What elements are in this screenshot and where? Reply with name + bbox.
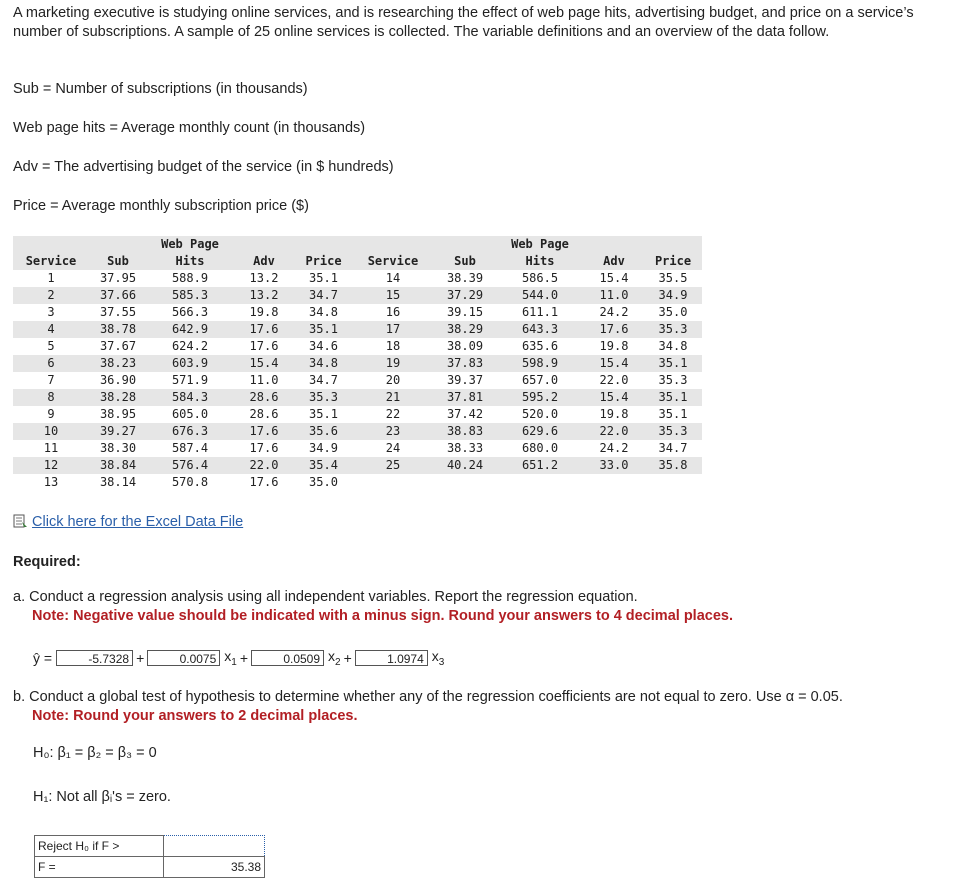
table-cell: 17.6 — [249, 475, 279, 489]
table-header: Hits — [496, 253, 584, 270]
definition-price: Price = Average monthly subscription price ($) — [13, 198, 309, 214]
table-cell: 35.0 — [309, 475, 338, 489]
table-cell: 17.6 — [233, 321, 295, 338]
table-cell — [584, 474, 644, 491]
table-cell: 595.2 — [496, 389, 584, 406]
table-cell: 642.9 — [147, 321, 233, 338]
table-cell: 38.09 — [446, 339, 484, 353]
table-cell: 37.81 — [434, 389, 496, 406]
table-cell: 651.2 — [496, 457, 584, 474]
table-cell: 34.7 — [295, 287, 352, 304]
table-cell: 34.8 — [295, 355, 352, 372]
table-cell: 2 — [13, 287, 89, 304]
table-cell: 38.29 — [434, 321, 496, 338]
table-header — [584, 236, 644, 253]
table-cell: 22.0 — [599, 373, 629, 387]
table-cell: 35.1 — [309, 271, 338, 285]
table-row — [13, 372, 702, 389]
reject-label: Reject H₀ if F > — [35, 836, 164, 857]
table-cell: 657.0 — [521, 373, 559, 387]
table-cell: 7 — [47, 373, 55, 387]
table-cell: 22.0 — [233, 457, 295, 474]
table-header: Adv — [584, 253, 644, 270]
table-cell: 34.8 — [658, 339, 688, 353]
b1-input[interactable]: 0.0075 — [147, 650, 220, 666]
table-header: Hits — [147, 253, 233, 270]
table-cell: 35.1 — [658, 407, 688, 421]
table-cell: 587.4 — [171, 441, 209, 455]
plus-sign: + — [136, 650, 145, 666]
table-row — [13, 457, 702, 474]
table-cell: 5 — [47, 339, 55, 353]
b3-input[interactable]: 1.0974 — [355, 650, 428, 666]
table-cell: 37.55 — [99, 305, 137, 319]
x2-label: $x_2$ — [328, 648, 341, 668]
plus-sign: + — [239, 650, 249, 666]
table-cell: 588.9 — [171, 271, 209, 285]
x1-label: $x_1$ — [224, 648, 237, 668]
table-cell: 21 — [352, 389, 434, 406]
table-header — [89, 236, 147, 253]
table-cell: 3 — [47, 305, 55, 319]
table-cell: 34.6 — [309, 339, 338, 353]
table-cell: 38.23 — [89, 355, 147, 372]
part-a — [13, 588, 733, 626]
yhat-label: ŷ = — [33, 650, 53, 666]
table-cell: 34.9 — [309, 441, 338, 455]
table-cell: 16 — [385, 305, 401, 319]
part-b-question: b. Conduct a global test of hypothesis to determine whether any of the regression coefficients are not equal to zero. Use α = 0.05. — [13, 689, 843, 705]
table-row — [13, 474, 702, 491]
table-header — [295, 236, 352, 253]
table-cell: 17 — [352, 321, 434, 338]
table-cell: 629.6 — [496, 423, 584, 440]
table-cell: 13.2 — [233, 287, 295, 304]
table-cell: 6 — [13, 355, 89, 372]
table-cell: 38.14 — [99, 475, 137, 489]
table-cell: 1 — [47, 271, 55, 285]
table-cell: 35.1 — [309, 407, 338, 421]
table-cell: 40.24 — [434, 457, 496, 474]
table-cell: 35.4 — [295, 457, 352, 474]
table-cell: 585.3 — [147, 287, 233, 304]
table-cell: 15.4 — [584, 389, 644, 406]
table-header — [644, 236, 702, 253]
alternative-hypothesis: H₁: Not all βᵢ's = zero. — [33, 789, 171, 805]
table-cell: 38.30 — [99, 441, 137, 455]
table-header-row — [13, 253, 702, 270]
table-cell: 37.66 — [89, 287, 147, 304]
table-cell: 15.4 — [599, 271, 629, 285]
table-header — [352, 236, 434, 253]
plus-sign: + — [343, 650, 352, 666]
b2-input[interactable]: 0.0509 — [251, 650, 324, 666]
table-header-row-top — [13, 236, 702, 253]
table-cell: 35.3 — [644, 423, 702, 440]
table-cell: 8 — [13, 389, 89, 406]
table-row — [13, 389, 702, 406]
table-cell: 37.67 — [99, 339, 137, 353]
part-a-question: a. Conduct a regression analysis using all independent variables. Report the regression equation. — [13, 589, 638, 605]
table-header: Service — [13, 253, 89, 270]
table-cell: 544.0 — [496, 287, 584, 304]
table-cell: 34.8 — [309, 305, 338, 319]
table-cell: 34.7 — [309, 373, 338, 387]
table-cell: 37.95 — [99, 271, 137, 285]
table-cell: 35.3 — [644, 321, 702, 338]
table-cell: 18 — [385, 339, 401, 353]
excel-link[interactable] — [13, 514, 243, 530]
table-cell: 603.9 — [147, 355, 233, 372]
table-row — [13, 304, 702, 321]
table-cell: 35.1 — [295, 321, 352, 338]
table-cell — [496, 474, 584, 491]
table-cell: 34.7 — [658, 441, 688, 455]
table-cell: 576.4 — [147, 457, 233, 474]
table-cell: 584.3 — [147, 389, 233, 406]
table-header: Web Page — [496, 236, 584, 253]
table-header — [233, 236, 295, 253]
f-stat-input[interactable]: 35.38 — [164, 857, 265, 878]
table-row — [13, 440, 702, 457]
table-cell: 15.4 — [584, 355, 644, 372]
reject-f-input[interactable] — [164, 836, 265, 857]
table-cell: 20 — [385, 373, 401, 387]
part-b — [13, 688, 943, 726]
table-cell: 38.33 — [446, 441, 484, 455]
table-row — [13, 287, 702, 304]
table-header: Price — [295, 253, 352, 270]
table-cell: 12 — [13, 457, 89, 474]
x3-label: $x_3$ — [431, 648, 445, 668]
table-header — [13, 236, 89, 253]
table-cell: 4 — [13, 321, 89, 338]
table-cell — [352, 474, 434, 491]
table-cell: 19.8 — [249, 305, 279, 319]
table-cell: 38.28 — [89, 389, 147, 406]
table-cell: 33.0 — [584, 457, 644, 474]
table-cell: 35.5 — [658, 271, 688, 285]
table-header: Price — [644, 253, 702, 270]
table-header: Adv — [233, 253, 295, 270]
table-cell: 13 — [43, 475, 59, 489]
table-cell: 37.29 — [434, 287, 496, 304]
definition-web-hits: Web page hits = Average monthly count (in thousands) — [13, 120, 366, 136]
table-cell: 24.2 — [599, 441, 629, 455]
table-cell: 570.8 — [171, 475, 209, 489]
table-cell: 598.9 — [496, 355, 584, 372]
table-cell: 611.1 — [521, 305, 559, 319]
definition-sub: Sub = Number of subscriptions (in thousands) — [13, 81, 308, 97]
excel-file-icon — [13, 514, 32, 530]
table-row — [13, 355, 702, 372]
table-cell: 38.83 — [434, 423, 496, 440]
table-cell: 19 — [352, 355, 434, 372]
table-cell: 586.5 — [521, 271, 559, 285]
table-cell: 571.9 — [171, 373, 209, 387]
table-cell: 14 — [385, 271, 401, 285]
table-cell: 605.0 — [171, 407, 209, 421]
table-cell: 643.3 — [496, 321, 584, 338]
table-cell: 28.6 — [249, 407, 279, 421]
required-heading: Required: — [13, 554, 81, 570]
table-cell: 22 — [385, 407, 401, 421]
table-cell: 24.2 — [599, 305, 629, 319]
table-cell: 17.6 — [249, 441, 279, 455]
table-cell: 38.39 — [446, 271, 484, 285]
table-cell: 39.37 — [446, 373, 484, 387]
table-cell: 39.27 — [89, 423, 147, 440]
table-cell: 624.2 — [171, 339, 209, 353]
table-cell: 35.6 — [295, 423, 352, 440]
table-row — [13, 338, 702, 355]
excel-link-text[interactable]: Click here for the Excel Data File — [32, 514, 244, 530]
table-cell: 35.8 — [644, 457, 702, 474]
table-cell: 28.6 — [233, 389, 295, 406]
table-cell: 635.6 — [521, 339, 559, 353]
intercept-input[interactable]: -5.7328 — [56, 650, 133, 666]
table-cell: 35.1 — [644, 389, 702, 406]
table-cell — [644, 474, 702, 491]
part-a-note: Note: Negative value should be indicated with a minus sign. Round your answers to 4 decimal places. — [32, 608, 733, 624]
table-cell: 19.8 — [599, 407, 629, 421]
table-cell: 11 — [43, 441, 59, 455]
table-cell: 37.42 — [446, 407, 484, 421]
table-cell: 13.2 — [249, 271, 279, 285]
table-cell: 19.8 — [599, 339, 629, 353]
table-cell: 37.83 — [434, 355, 496, 372]
table-cell: 35.3 — [295, 389, 352, 406]
table-cell: 11.0 — [584, 287, 644, 304]
regression-equation — [33, 648, 444, 668]
intro-text: A marketing executive is studying online services, and is researching the effect of web page hits, advertising budget, and price on a service’s number of subscriptions. A sample of 25 online services is collected. The variable definitions and an overview of the data follow. — [13, 5, 914, 40]
null-hypothesis: H₀: β₁ = β₂ = β₃ = 0 — [33, 745, 157, 761]
table-cell: 11.0 — [249, 373, 279, 387]
data-table — [13, 236, 702, 491]
table-cell: 17.6 — [584, 321, 644, 338]
table-cell: 34.9 — [644, 287, 702, 304]
table-cell: 566.3 — [171, 305, 209, 319]
table-cell: 35.1 — [644, 355, 702, 372]
table-cell: 35.3 — [658, 373, 688, 387]
table-row — [13, 423, 702, 440]
table-cell: 38.78 — [89, 321, 147, 338]
table-cell: 39.15 — [446, 305, 484, 319]
table-cell: 22.0 — [584, 423, 644, 440]
table-cell: 23 — [352, 423, 434, 440]
table-row — [13, 321, 702, 338]
part-b-note: Note: Round your answers to 2 decimal places. — [32, 708, 358, 724]
table-cell: 9 — [47, 407, 55, 421]
definition-adv: Adv = The advertising budget of the service (in $ hundreds) — [13, 159, 394, 175]
table-row — [13, 270, 702, 287]
f-test-table — [34, 835, 265, 878]
table-header: Web Page — [147, 236, 233, 253]
table-cell: 15.4 — [233, 355, 295, 372]
table-cell: 38.84 — [89, 457, 147, 474]
table-cell: 24 — [385, 441, 401, 455]
table-row — [13, 406, 702, 423]
table-cell: 15 — [352, 287, 434, 304]
table-header: Sub — [434, 253, 496, 270]
table-cell: 17.6 — [249, 339, 279, 353]
table-cell: 680.0 — [521, 441, 559, 455]
table-cell: 25 — [352, 457, 434, 474]
table-cell: 36.90 — [99, 373, 137, 387]
table-header — [434, 236, 496, 253]
table-header: Service — [352, 253, 434, 270]
table-cell: 38.95 — [99, 407, 137, 421]
table-cell: 10 — [13, 423, 89, 440]
table-cell: 35.0 — [658, 305, 688, 319]
f-stat-label: F = — [35, 857, 164, 878]
table-cell: 520.0 — [521, 407, 559, 421]
table-cell: 17.6 — [233, 423, 295, 440]
table-cell — [434, 474, 496, 491]
table-cell: 676.3 — [147, 423, 233, 440]
table-header: Sub — [89, 253, 147, 270]
